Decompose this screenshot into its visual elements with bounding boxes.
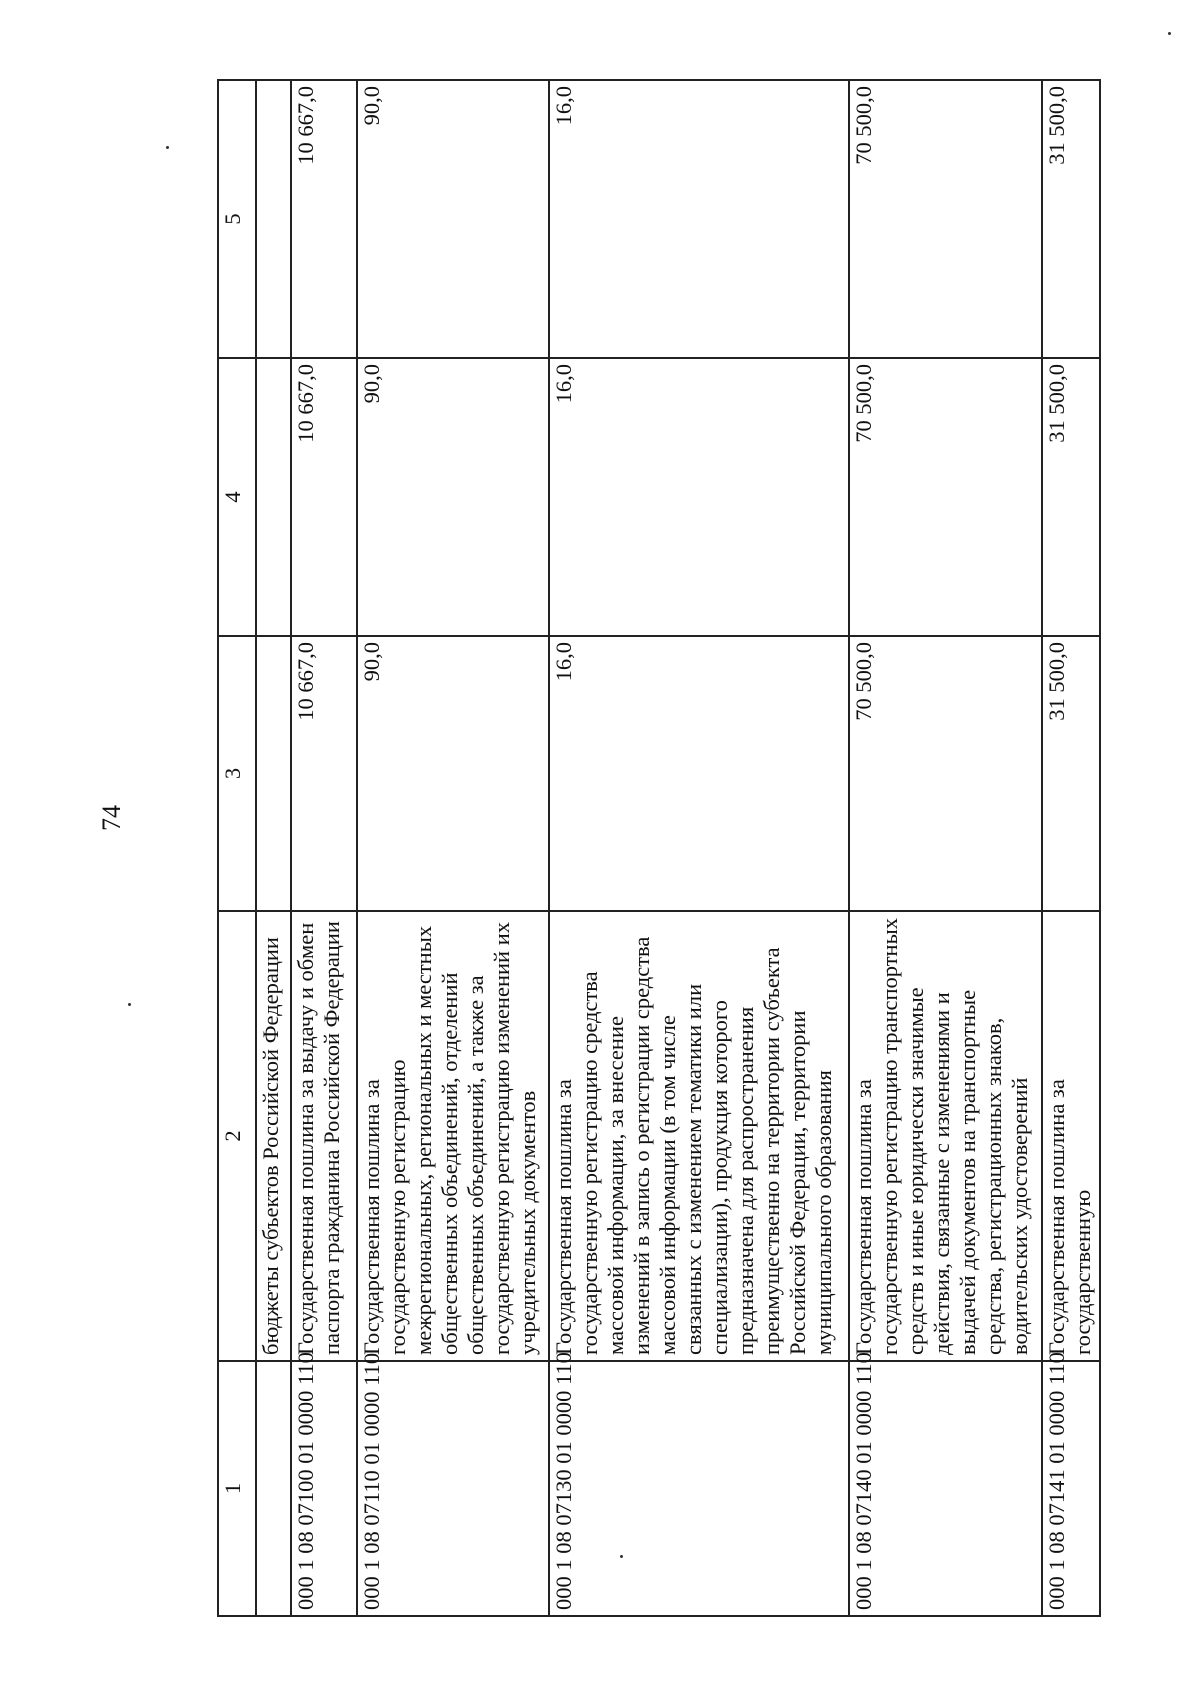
- header-col-2: 2: [218, 911, 256, 1361]
- table-row: [291, 80, 357, 1616]
- value-col-3: 10 667,0: [291, 636, 357, 911]
- continuation-text: бюджеты субъектов Российской Федерации: [256, 911, 291, 1361]
- value-col-4: 31 500,0: [1042, 358, 1100, 636]
- table-row: [1042, 80, 1100, 1616]
- row-description: Государственная пошлина за государственную регистрацию средства массовой информации, за внесение изменений в запись о регистрации средства массовой информации (в том числе связанных с изменением тематики или специализации), продукция которого предназначена для распространения преимущественно на территории субъекта Российской Федерации, территории муниципального образования: [549, 911, 849, 1361]
- header-col-1: 1: [218, 1361, 256, 1616]
- value-col-3: 16,0: [549, 636, 849, 911]
- budget-code: 000 1 08 07100 01 0000 110: [291, 1361, 357, 1616]
- budget-code: 000 1 08 07141 01 0000 110: [1042, 1361, 1100, 1616]
- empty-cell: [256, 1361, 291, 1616]
- continuation-row: [256, 80, 291, 1616]
- row-description: Государственная пошлина за выдачу и обмен паспорта гражданина Российской Федерации: [291, 911, 357, 1361]
- value-col-4: 90,0: [357, 358, 549, 636]
- header-col-4: 4: [218, 358, 256, 636]
- empty-cell: [256, 80, 291, 358]
- value-col-3: 31 500,0: [1042, 636, 1100, 911]
- value-col-5: 90,0: [357, 80, 549, 358]
- value-col-5: 31 500,0: [1042, 80, 1100, 358]
- value-col-5: 70 500,0: [849, 80, 1042, 358]
- row-description: Государственная пошлина за государственную регистрацию транспортных средств и иные юридически значимые действия, связанные с изменениями и выдачей документов на транспортные средства, регистрационных знаков, водительских удостоверений: [849, 911, 1042, 1361]
- value-col-4: 10 667,0: [291, 358, 357, 636]
- row-description: Государственная пошлина за государственную регистрацию межрегиональных, региональных и местных общественных объединений, отделений общественных объединений, а также за государственную регистрацию изменений их учредительных документов: [357, 911, 549, 1361]
- scan-speck: [128, 1003, 131, 1006]
- empty-cell: [256, 358, 291, 636]
- table-row: [849, 80, 1042, 1616]
- budget-code: 000 1 08 07110 01 0000 110: [357, 1361, 549, 1616]
- header-row: [218, 80, 256, 1616]
- value-col-5: 16,0: [549, 80, 849, 358]
- scan-speck: [1168, 32, 1171, 35]
- value-col-3: 70 500,0: [849, 636, 1042, 911]
- budget-code: 000 1 08 07130 01 0000 110: [549, 1361, 849, 1616]
- budget-code: 000 1 08 07140 01 0000 110: [849, 1361, 1042, 1616]
- value-col-5: 10 667,0: [291, 80, 357, 358]
- value-col-4: 16,0: [549, 358, 849, 636]
- empty-cell: [256, 636, 291, 911]
- row-description: Государственная пошлина за государственную: [1042, 911, 1100, 1361]
- scan-speck: [166, 146, 169, 149]
- rotated-table-container: [217, 81, 1101, 1617]
- value-col-3: 90,0: [357, 636, 549, 911]
- table-row: [549, 80, 849, 1616]
- header-col-5: 5: [218, 80, 256, 358]
- table-row: [357, 80, 549, 1616]
- page-number: 74: [97, 805, 126, 831]
- value-col-4: 70 500,0: [849, 358, 1042, 636]
- header-col-3: 3: [218, 636, 256, 911]
- budget-table: [217, 79, 1101, 1617]
